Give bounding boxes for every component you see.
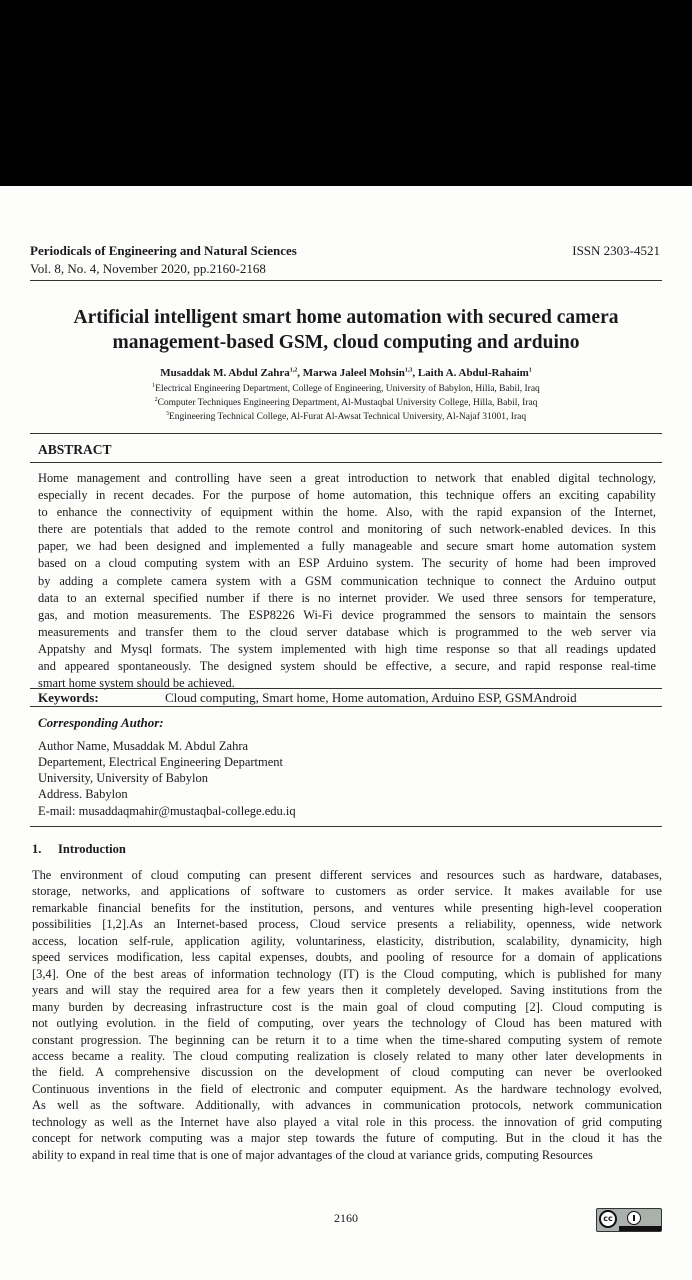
affiliation-3: $^3$Engineering Technical College, Al-Furat Al-Awsat Technical University, Al-Najaf 31001, Iraq	[165, 411, 527, 423]
introduction-line: the field. A comprehensive discussion on the development of cloud computing can never be overlooked	[32, 1065, 662, 1080]
abstract-line: by adding a complete camera system with a GSM communication technique to connect the Arduino output	[38, 573, 656, 588]
author-3: Laith A. Abdul-Rahaim	[417, 367, 529, 379]
dark-top-band	[0, 0, 692, 186]
corresponding-line-2: Departement, Electrical Engineering Department	[38, 755, 284, 769]
introduction-line: access, location self-rule, application agility, voluntariness, elasticity, distribution, scalability, dynamicity, high	[32, 933, 662, 948]
affiliation-2: $^2$Computer Techniques Engineering Department, Al-Mustaqbal University College, Hilla, Babil, Iraq	[154, 397, 538, 409]
introduction-line: storage, networks, and applications of software to customers as order service. It makes available for use	[32, 884, 662, 899]
section-number: 1.	[32, 842, 42, 856]
introduction-line: many burden by decreasing infrastructure cost is the main goal of cloud computing [2]. Cloud computing is	[32, 999, 662, 1014]
affiliation-1: $^1$Electrical Engineering Department, College of Engineering, University of Babylon, Hilla, Babil, Iraq	[152, 383, 540, 395]
paper-title	[20, 305, 672, 355]
abstract-line: paper, we had been designed and implemented a fully manageable and secure smart home automation system	[38, 539, 656, 554]
corresponding-line-4: Address. Babylon	[38, 787, 128, 801]
abstract-body	[38, 470, 656, 692]
author-2-sup: 1,3	[404, 367, 413, 374]
title-line-2: management-based GSM, cloud computing and arduino	[112, 332, 580, 353]
introduction-line: concept for network computing was a major step towards the future of computing. But in the cloud it has the	[32, 1131, 662, 1146]
abstract-line: Appatshy and Mysql formats. The system implemented with high time response so that all readings updated	[38, 641, 656, 656]
keywords-top-rule	[30, 688, 662, 689]
author-sep-1: ,	[297, 367, 303, 379]
abstract-line: smart home system should be achieved.	[38, 676, 235, 691]
keywords-label: Keywords:	[38, 690, 99, 705]
introduction-line: years and will stay the required area for a few years then it completely developed. Saving institutions from the	[32, 983, 662, 998]
keywords-bottom-rule	[30, 706, 662, 707]
introduction-line: constant progression. The beginning can be return it to a time when the time-shared computing system of remote	[32, 1032, 662, 1047]
abstract-line: to enhance the connectivity of equipment within the home. Also, with the rapid expansion of the Internet,	[38, 505, 656, 520]
author-2: Marwa Jaleel Mohsin	[302, 367, 405, 379]
introduction-line: speed services modification, less capital expenses, doubts, and pooling of resource for a domain of applications	[32, 950, 662, 965]
abstract-line: there are potentials that added to the remote control and monitoring of such network-enabled devices. In this	[38, 522, 656, 537]
abstract-heading: ABSTRACT	[38, 442, 112, 457]
author-3-sup: 1	[528, 367, 532, 374]
introduction-line: ability to expand in real time that is one of major advantages of the cloud at variance grids, computing Resources	[32, 1147, 593, 1162]
introduction-line: Continuous inventions in the field of electronic and computer equipment. As the hardware technology evolved,	[32, 1081, 662, 1096]
author-list	[20, 367, 672, 379]
volume-info: Vol. 8, No. 4, November 2020, pp.2160-2168	[30, 261, 266, 276]
corresponding-heading: Corresponding Author:	[38, 715, 164, 730]
journal-name: Periodicals of Engineering and Natural Sciences	[30, 243, 297, 258]
introduction-line: access became a reality. The cloud computing realization is closely related to many other later developments in	[32, 1048, 662, 1063]
abstract-line: measurements and transfer them to the cloud server database which is programmed to the web server via	[38, 624, 656, 639]
author-bottom-rule	[30, 826, 662, 827]
author-1: Musaddak M. Abdul Zahra	[160, 367, 290, 379]
introduction-line: technology as well as the Internet have also played a vital role in this process. the innovation of grid computing	[32, 1114, 662, 1129]
abstract-line: based on a cloud computing system with an ESP Arduino system. The security of home had been improved	[38, 556, 656, 571]
introduction-line: The environment of cloud computing can present different services and resources such as hardware, databases,	[32, 868, 662, 882]
introduction-line: As well as the software. Additionally, with advances in communication protocols, network communication	[32, 1098, 662, 1113]
introduction-body	[32, 867, 662, 1163]
introduction-line: possibilities [1,2].As an Internet-based process, Cloud service presents a reliability, openness, wide network	[32, 917, 662, 932]
introduction-line: not outlying evolution. in the field of computing, over years the technology of Cloud has been matured with	[32, 1016, 662, 1031]
corresponding-email: E-mail: musaddaqmahir@mustaqbal-college.edu.iq	[38, 804, 296, 818]
issn: ISSN 2303-4521	[572, 243, 660, 258]
corresponding-line-1: Author Name, Musaddak M. Abdul Zahra	[38, 739, 249, 753]
header-rule	[30, 280, 662, 281]
cc-icon: cc	[599, 1210, 617, 1228]
author-sep-2: ,	[412, 367, 418, 379]
abstract-line: data to an external specified number if there is no internet provider. We used three sensors for temperature,	[38, 590, 656, 605]
page-number: 2160	[334, 1211, 358, 1225]
abstract-heading-rule	[30, 462, 662, 463]
creative-commons-by-icon	[596, 1208, 662, 1232]
abstract-line: Home management and controlling have seen a great introduction to network that enabled digital technology,	[38, 471, 656, 485]
abstract-line: gas, and motion measurements. The ESP8226 Wi-Fi device programmed the sensors to maintain the sensors	[38, 607, 656, 622]
keywords-text: Cloud computing, Smart home, Home automation, Arduino ESP, GSMAndroid	[165, 690, 577, 705]
introduction-line: remarkable financial benefits for the institution, persons, and ventures while presenting high-level cooperation	[32, 900, 662, 915]
section-title: Introduction	[58, 842, 126, 856]
author-1-sup: 1,2	[289, 367, 298, 374]
abstract-line: and appeared spontaneously. The designed system should be effective, a secure, and rapid response real-time	[38, 659, 656, 674]
title-line-1: Artificial intelligent smart home automation with secured camera	[73, 307, 619, 328]
abstract-line: especially in recent decades. For the purpose of home automation, this technique offers an exciting capability	[38, 488, 656, 503]
abstract-top-rule	[30, 433, 662, 434]
by-person-icon	[627, 1211, 641, 1225]
introduction-line: [3,4]. One of the best areas of information technology (IT) is the Cloud computing, which is published for many	[32, 966, 662, 981]
corresponding-line-3: University, University of Babylon	[38, 771, 209, 785]
